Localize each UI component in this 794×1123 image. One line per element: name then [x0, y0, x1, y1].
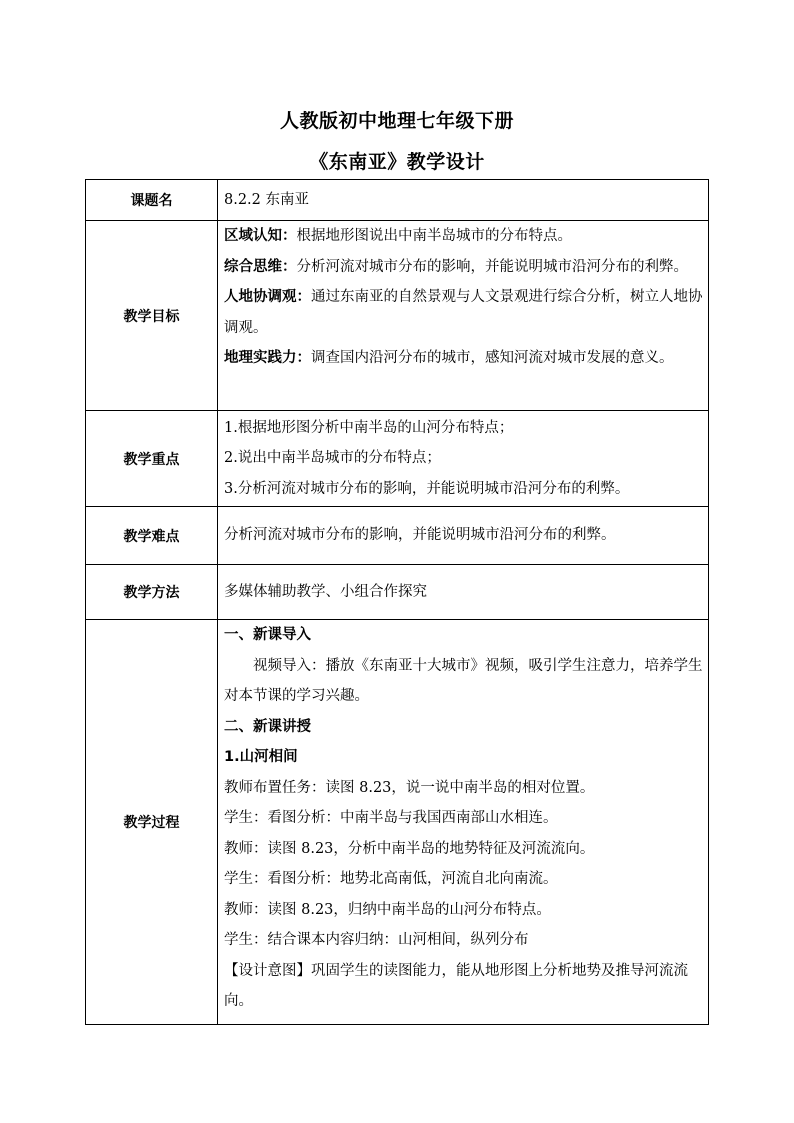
value-topic — [218, 180, 709, 221]
row-difficulty — [86, 507, 709, 565]
document-subtitle: 《东南亚》教学设计 — [309, 151, 485, 173]
label-key-points: 教学重点 — [86, 411, 218, 507]
objective-item — [224, 282, 704, 343]
difficulty-text: 分析河流对城市分布的影响，并能说明城市沿河分布的利弊。 — [224, 527, 616, 544]
objective-item — [224, 221, 704, 252]
objective-text: 通过东南亚的自然景观与人文景观进行综合分析，树立人地协调观。 — [224, 289, 703, 336]
value-method — [218, 565, 709, 620]
row-topic — [86, 180, 709, 221]
method-text: 多媒体辅助教学、小组合作探究 — [224, 583, 427, 600]
objective-item — [224, 343, 704, 374]
key-point-item: 3.分析河流对城市分布的影响，并能说明城市沿河分布的利弊。 — [224, 480, 630, 497]
process-step: 学生：看图分析：中南半岛与我国西南部山水相连。 — [224, 810, 558, 826]
value-difficulty — [218, 507, 709, 565]
intro-paragraph: 视频导入：播放《东南亚十大城市》视频，吸引学生注意力，培养学生对本节课的学习兴趣。 — [224, 657, 703, 704]
label-method: 教学方法 — [86, 565, 218, 620]
row-key-points — [86, 411, 709, 507]
document-title: 人教版初中地理七年级下册 — [279, 110, 514, 132]
value-objectives — [218, 221, 709, 411]
design-intent: 【设计意图】巩固学生的读图能力，能从地形图上分析地势及推导河流流向。 — [224, 962, 688, 1009]
label-objectives: 教学目标 — [86, 221, 218, 411]
row-method — [86, 565, 709, 620]
objective-item — [224, 252, 704, 283]
objective-head: 地理实践力： — [224, 350, 311, 366]
label-difficulty: 教学难点 — [86, 507, 218, 565]
value-key-points — [218, 411, 709, 507]
key-point-item: 1.根据地形图分析中南半岛的山河分布特点； — [224, 419, 514, 436]
process-step: 教师布置任务：读图 8.23，说一说中南半岛的相对位置。 — [224, 779, 595, 796]
objective-text: 根据地形图说出中南半岛城市的分布特点。 — [296, 228, 572, 244]
section-heading: 一、新课导入 — [224, 627, 311, 643]
objective-head: 综合思维： — [224, 258, 297, 275]
value-process — [218, 620, 709, 1025]
process-step: 学生：结合课本内容归纳：山河相间，纵列分布 — [224, 932, 529, 948]
row-objectives — [86, 221, 709, 411]
key-point-item: 2.说出中南半岛城市的分布特点； — [224, 450, 441, 467]
objective-text: 调查国内沿河分布的城市，感知河流对城市发展的意义。 — [311, 350, 674, 366]
label-topic: 课题名 — [86, 180, 218, 221]
process-step: 教师：读图 8.23，归纳中南半岛的山河分布特点。 — [224, 901, 551, 918]
label-process: 教学过程 — [86, 620, 218, 1025]
topic-text: 8.2.2 东南亚 — [224, 191, 310, 208]
process-step: 学生：看图分析：地势北高南低，河流自北向南流。 — [224, 871, 558, 887]
lesson-plan-table — [85, 179, 709, 1025]
objective-text: 分析河流对城市分布的影响，并能说明城市沿河分布的利弊。 — [296, 258, 688, 275]
subsection-heading: 1.山河相间 — [224, 749, 298, 765]
objective-head: 人地协调观： — [224, 289, 311, 305]
process-step: 教师：读图 8.23，分析中南半岛的地势特征及河流流向。 — [224, 840, 595, 857]
row-process — [86, 620, 709, 1025]
section-heading: 二、新课讲授 — [224, 718, 311, 735]
objective-head: 区域认知： — [224, 228, 297, 244]
